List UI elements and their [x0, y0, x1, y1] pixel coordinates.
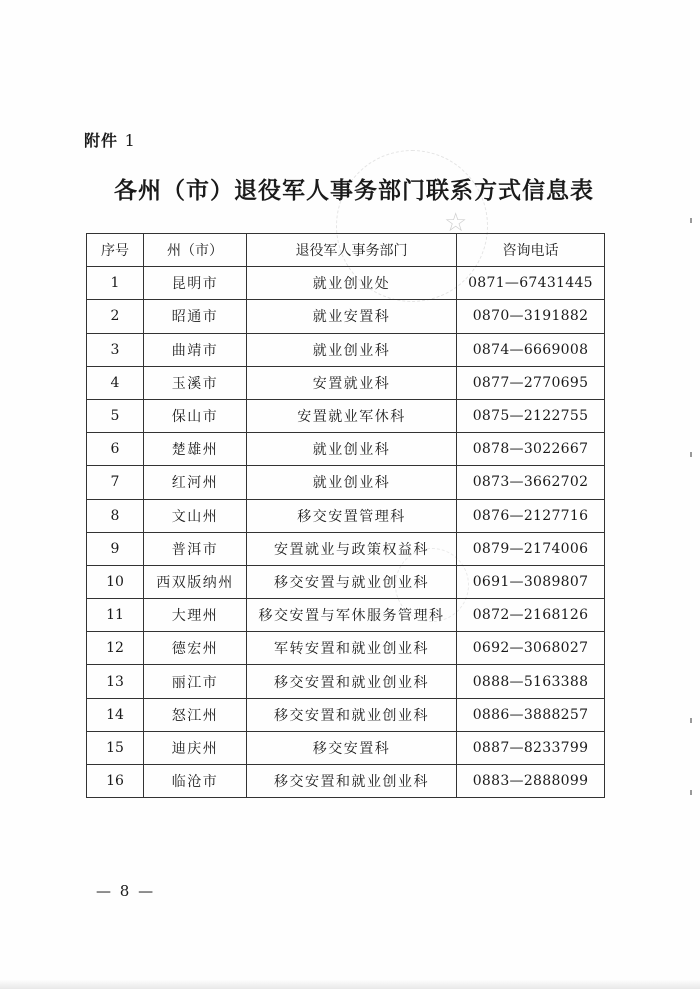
cell-department: 移交安置与就业创业科 [247, 565, 457, 598]
cell-serial: 12 [87, 632, 144, 665]
table-row [87, 565, 605, 598]
table-row [87, 532, 605, 565]
cell-prefecture: 丽江市 [144, 665, 247, 698]
table-row [87, 366, 605, 399]
table-row [87, 599, 605, 632]
cell-serial: 10 [87, 565, 144, 598]
cell-phone: 0879—2174006 [457, 532, 605, 565]
cell-serial: 2 [87, 300, 144, 333]
cell-prefecture: 玉溪市 [144, 366, 247, 399]
cell-phone: 0877—2770695 [457, 366, 605, 399]
cell-department: 移交安置和就业创业科 [247, 665, 457, 698]
table-row [87, 267, 605, 300]
cell-serial: 15 [87, 731, 144, 764]
cell-prefecture: 红河州 [144, 466, 247, 499]
table-row [87, 698, 605, 731]
cell-department: 就业创业科 [247, 333, 457, 366]
scan-mark [690, 452, 692, 457]
cell-prefecture: 文山州 [144, 499, 247, 532]
cell-phone: 0878—3022667 [457, 433, 605, 466]
scan-mark [690, 718, 692, 723]
table-row [87, 499, 605, 532]
cell-phone: 0871—67431445 [457, 267, 605, 300]
page-bottom-edge [0, 979, 700, 989]
table-row [87, 466, 605, 499]
cell-serial: 4 [87, 366, 144, 399]
cell-serial: 9 [87, 532, 144, 565]
table-row [87, 665, 605, 698]
table-row [87, 300, 605, 333]
table-body [87, 267, 605, 798]
cell-department: 军转安置和就业创业科 [247, 632, 457, 665]
cell-serial: 14 [87, 698, 144, 731]
seal-star-icon: ☆ [444, 208, 468, 238]
cell-phone: 0874—6669008 [457, 333, 605, 366]
attachment-prefix: 附件 [84, 131, 119, 150]
cell-phone: 0876—2127716 [457, 499, 605, 532]
cell-department: 移交安置与军休服务管理科 [247, 599, 457, 632]
header-prefecture: 州（市） [144, 234, 247, 267]
cell-phone: 0883—2888099 [457, 765, 605, 798]
cell-department: 就业创业处 [247, 267, 457, 300]
cell-phone: 0888—5163388 [457, 665, 605, 698]
cell-serial: 3 [87, 333, 144, 366]
cell-prefecture: 迪庆州 [144, 731, 247, 764]
cell-prefecture: 昭通市 [144, 300, 247, 333]
cell-prefecture: 德宏州 [144, 632, 247, 665]
cell-serial: 8 [87, 499, 144, 532]
attachment-number: 1 [124, 131, 136, 150]
cell-phone: 0873—3662702 [457, 466, 605, 499]
cell-phone: 0875—2122755 [457, 399, 605, 432]
cell-prefecture: 曲靖市 [144, 333, 247, 366]
cell-prefecture: 大理州 [144, 599, 247, 632]
cell-department: 就业安置科 [247, 300, 457, 333]
table-row [87, 433, 605, 466]
cell-serial: 5 [87, 399, 144, 432]
cell-phone: 0870—3191882 [457, 300, 605, 333]
cell-serial: 13 [87, 665, 144, 698]
cell-serial: 6 [87, 433, 144, 466]
cell-phone: 0886—3888257 [457, 698, 605, 731]
cell-prefecture: 保山市 [144, 399, 247, 432]
attachment-label [84, 128, 136, 151]
cell-department: 移交安置管理科 [247, 499, 457, 532]
cell-department: 安置就业与政策权益科 [247, 532, 457, 565]
cell-phone: 0692—3068027 [457, 632, 605, 665]
header-serial: 序号 [87, 234, 144, 267]
scan-mark [690, 218, 692, 223]
cell-department: 就业创业科 [247, 466, 457, 499]
cell-phone: 0872—2168126 [457, 599, 605, 632]
cell-serial: 11 [87, 599, 144, 632]
cell-prefecture: 昆明市 [144, 267, 247, 300]
page-number: — 8 — [96, 882, 156, 900]
scan-mark [690, 790, 692, 795]
header-department: 退役军人事务部门 [247, 234, 457, 267]
page-title: 各州（市）退役军人事务部门联系方式信息表 [114, 178, 594, 204]
table-row [87, 333, 605, 366]
table-header-row [87, 234, 605, 267]
cell-prefecture: 西双版纳州 [144, 565, 247, 598]
cell-department: 移交安置和就业创业科 [247, 698, 457, 731]
table-row [87, 632, 605, 665]
cell-phone: 0691—3089807 [457, 565, 605, 598]
cell-serial: 1 [87, 267, 144, 300]
cell-department: 移交安置和就业创业科 [247, 765, 457, 798]
header-phone: 咨询电话 [457, 234, 605, 267]
cell-department: 移交安置科 [247, 731, 457, 764]
cell-phone: 0887—8233799 [457, 731, 605, 764]
table-row [87, 399, 605, 432]
contact-table [86, 233, 605, 798]
cell-serial: 16 [87, 765, 144, 798]
cell-department: 安置就业科 [247, 366, 457, 399]
table-row [87, 731, 605, 764]
cell-department: 就业创业科 [247, 433, 457, 466]
table-row [87, 765, 605, 798]
cell-prefecture: 临沧市 [144, 765, 247, 798]
cell-serial: 7 [87, 466, 144, 499]
cell-department: 安置就业军休科 [247, 399, 457, 432]
cell-prefecture: 怒江州 [144, 698, 247, 731]
cell-prefecture: 楚雄州 [144, 433, 247, 466]
cell-prefecture: 普洱市 [144, 532, 247, 565]
